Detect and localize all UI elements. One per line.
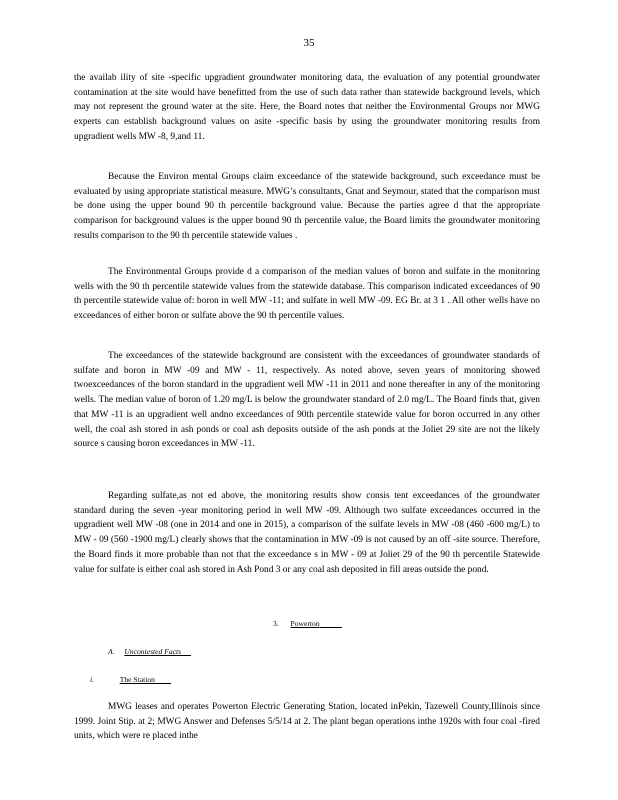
- paragraph-1: [74, 71, 540, 145]
- paragraph-1-text: the availab ility of site -specific upgradient groundwater monitoring data, the evaluation of any potential groundwater contamination at the site would have benefitted from the use of such data rather than statewide background levels, which may not represent the ground water at the site. Here, the Board notes that neither the Environmental Groups nor MWG experts can establish background values on asite -specific basis by using the groundwater monitoring results from upgradient wells MW -8, 9,and 11.: [74, 73, 540, 142]
- paragraph-5-text: Regarding sulfate,as not ed above, the monitoring results show consis tent exceedances of the groundwater standard during the seven -year monitoring period in well MW -09. Although two sulfate exceedances occurred in the upgradient well MW -08 (one in 2014 and one in 2015), a comparison of the sulfate levels in MW -08 (460 -600 mg/L) to MW - 09 (560 -1900 mg/L) clearly shows that the contamination in MW -09 is not caused by an off -site source. Therefore, the Board finds it more probable than not that the exceedance s in MW - 09 at Joliet 29 of the 90 th percentile Statewide value for sulfate is either coal ash stored in Ash Pond 3 or any coal ash deposited in fill areas outside the pond.: [74, 491, 540, 575]
- paragraph-3: [74, 265, 540, 324]
- section-number: 3.: [273, 619, 279, 628]
- page-number: 35: [303, 37, 315, 49]
- paragraph-4: [74, 349, 540, 452]
- section-heading-powerton: [273, 619, 342, 628]
- subsection-heading-uncontested-facts: [108, 647, 191, 656]
- paragraph-5: [74, 489, 540, 577]
- sub-subsection-title: The Station: [119, 675, 155, 684]
- subsection-title: Uncontested Facts: [124, 647, 182, 656]
- subsection-letter: A.: [108, 647, 115, 656]
- paragraph-6-text: MWG leases and operates Powerton Electric Generating Station, located inPekin, Tazewell County,Illinois since 1999. Joint Stip. at 2; MWG Answer and Defenses 5/5/14 at 2. The plant began operations inthe 1920s with four coal -fired units, which were re placed inthe: [74, 702, 540, 742]
- paragraph-2: [74, 170, 540, 244]
- paragraph-3-text: The Environmental Groups provide d a comparison of the median values of boron and sulfate in the monitoring wells with the 90 th percentile statewide values from the statewide database. This comparison indicated exceedances of 90 th percentile statewide value of: boron in well MW -11; and sulfate in well MW -09. EG Br. at 3 1 . All other wells have no exceedances of either boron or sulfate above the 90 th percentile values.: [74, 267, 540, 322]
- section-title: Powerton: [290, 619, 320, 628]
- paragraph-6: [74, 700, 540, 744]
- paragraph-2-text: Because the Environ mental Groups claim exceedance of the statewide background, such exceedance must be evaluated by using appropriate statistical measure. MWG’s consultants, Gnat and Seymour, stated that the comparison must be done using the upper bound 90 th percentile background value. Because the parties agree d that the appropriate comparison for background values is the upper bound 90 th percentile value, the Board limits the groundwater monitoring results comparison to the 90 th percentile statewide values .: [74, 172, 540, 241]
- sub-subsection-heading-the-station: [90, 675, 171, 684]
- paragraph-4-text: The exceedances of the statewide background are consistent with the exceedances of groundwater standards of sulfate and boron in MW -09 and MW - 11, respectively. As noted above, seven years of monitoring showed twoexceedances of the boron standard in the upgradient well MW -11 in 2011 and none thereafter in any of the monitoring wells. The median value of boron of 1.20 mg/L is below the groundwater standard of 2.0 mg/L. The Board finds that, given that MW -11 is an upgradient well andno exceedances of 90th percentile statewide value for boron occurred in any other well, the coal ash stored in ash ponds or coal ash deposits outside of the ash ponds at the Joliet 29 site are not the likely source s causing boron exceedances in MW -11.: [74, 351, 540, 450]
- sub-subsection-numeral: i.: [90, 675, 95, 684]
